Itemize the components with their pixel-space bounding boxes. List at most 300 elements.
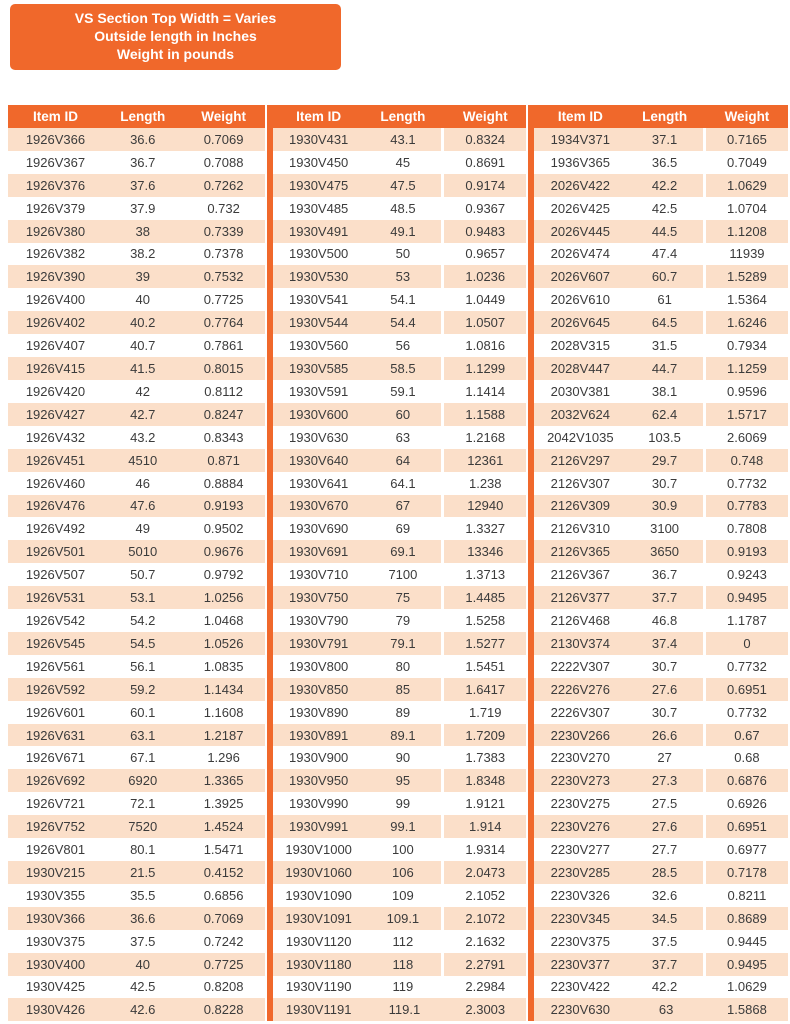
table-row — [531, 861, 788, 884]
cell-weight: 0.6951 — [706, 678, 788, 701]
table-row — [531, 288, 788, 311]
cell-item-id: 1926V752 — [8, 815, 103, 838]
cell-item-id: 1930V475 — [270, 174, 365, 197]
cell-length: 40.2 — [103, 311, 183, 334]
cell-item-id: 1930V670 — [270, 495, 365, 518]
cell-weight: 0.8691 — [444, 151, 526, 174]
cell-weight: 2.2791 — [444, 953, 526, 976]
cell-length: 54.5 — [103, 632, 183, 655]
cell-length: 119 — [365, 976, 445, 999]
cell-length: 39 — [103, 265, 183, 288]
cell-weight: 12361 — [444, 449, 526, 472]
cell-item-id: 1930V485 — [270, 197, 365, 220]
cell-item-id: 1926V380 — [8, 220, 103, 243]
table-row — [270, 197, 527, 220]
cell-length: 69.1 — [365, 540, 445, 563]
cell-length: 49.1 — [365, 220, 445, 243]
table-row — [270, 220, 527, 243]
cell-weight: 0.871 — [183, 449, 265, 472]
column-header-item-id: Item ID — [8, 105, 103, 128]
cell-item-id: 1926V379 — [8, 197, 103, 220]
cell-weight: 1.1299 — [444, 357, 526, 380]
cell-item-id: 2026V425 — [531, 197, 626, 220]
cell-length: 53 — [365, 265, 445, 288]
cell-length: 40.7 — [103, 334, 183, 357]
table-row — [270, 334, 527, 357]
cell-item-id: 1926V592 — [8, 678, 103, 701]
cell-weight: 0.6926 — [706, 792, 788, 815]
table-row — [270, 609, 527, 632]
cell-length: 100 — [365, 838, 445, 861]
cell-length: 36.7 — [626, 563, 706, 586]
cell-length: 118 — [365, 953, 445, 976]
cell-length: 27.6 — [626, 678, 706, 701]
table-row — [270, 174, 527, 197]
table-row — [531, 311, 788, 334]
cell-item-id: 2230V266 — [531, 724, 626, 747]
cell-length: 47.5 — [365, 174, 445, 197]
cell-weight: 0.9193 — [183, 495, 265, 518]
cell-length: 37.1 — [626, 128, 706, 151]
cell-length: 61 — [626, 288, 706, 311]
cell-item-id: 1926V801 — [8, 838, 103, 861]
cell-weight: 0.7178 — [706, 861, 788, 884]
table-row — [8, 701, 265, 724]
cell-weight: 1.6246 — [706, 311, 788, 334]
cell-item-id: 1930V1120 — [270, 930, 365, 953]
cell-length: 36.6 — [103, 907, 183, 930]
cell-weight: 1.3327 — [444, 517, 526, 540]
cell-item-id: 1926V432 — [8, 426, 103, 449]
table-row — [8, 265, 265, 288]
table-row — [531, 884, 788, 907]
cell-item-id: 2126V367 — [531, 563, 626, 586]
table-row — [531, 930, 788, 953]
table-row — [8, 930, 265, 953]
cell-item-id: 1926V545 — [8, 632, 103, 655]
table-row — [8, 769, 265, 792]
cell-item-id: 1930V890 — [270, 701, 365, 724]
parts-table-group-2 — [267, 105, 527, 1021]
cell-length: 38.2 — [103, 243, 183, 266]
cell-item-id: 1926V407 — [8, 334, 103, 357]
cell-weight: 1.5717 — [706, 403, 788, 426]
cell-length: 36.5 — [626, 151, 706, 174]
cell-item-id: 1930V425 — [8, 976, 103, 999]
cell-weight: 1.1608 — [183, 701, 265, 724]
cell-item-id: 1930V750 — [270, 586, 365, 609]
table-row — [8, 220, 265, 243]
table-row — [270, 678, 527, 701]
cell-length: 42.5 — [103, 976, 183, 999]
table-row — [531, 769, 788, 792]
cell-item-id: 2230V345 — [531, 907, 626, 930]
cell-weight: 0.748 — [706, 449, 788, 472]
table-row — [8, 655, 265, 678]
header-row — [531, 105, 788, 128]
cell-length: 27 — [626, 746, 706, 769]
banner-line-1: VS Section Top Width = Varies — [74, 10, 277, 27]
table-row — [8, 815, 265, 838]
table-row — [270, 265, 527, 288]
cell-weight: 0.9243 — [706, 563, 788, 586]
table-row — [531, 426, 788, 449]
table-row — [8, 128, 265, 151]
cell-item-id: 1930V1000 — [270, 838, 365, 861]
cell-weight: 1.0507 — [444, 311, 526, 334]
cell-item-id: 1930V560 — [270, 334, 365, 357]
cell-weight: 0.9495 — [706, 586, 788, 609]
cell-weight: 1.0835 — [183, 655, 265, 678]
cell-weight: 0.67 — [706, 724, 788, 747]
table-row — [270, 495, 527, 518]
cell-item-id: 1926V376 — [8, 174, 103, 197]
table-row — [8, 288, 265, 311]
cell-item-id: 1926V507 — [8, 563, 103, 586]
table-row — [531, 976, 788, 999]
cell-weight: 0.8211 — [706, 884, 788, 907]
cell-weight: 1.0256 — [183, 586, 265, 609]
cell-weight: 1.296 — [183, 746, 265, 769]
cell-item-id: 1926V692 — [8, 769, 103, 792]
cell-item-id: 1926V367 — [8, 151, 103, 174]
table-row — [531, 380, 788, 403]
cell-item-id: 2230V422 — [531, 976, 626, 999]
cell-length: 36.6 — [103, 128, 183, 151]
table-row — [531, 998, 788, 1021]
cell-length: 106 — [365, 861, 445, 884]
table-row — [270, 151, 527, 174]
cell-item-id: 2030V381 — [531, 380, 626, 403]
cell-weight: 0.9792 — [183, 563, 265, 586]
cell-item-id: 1926V721 — [8, 792, 103, 815]
header-row — [8, 105, 265, 128]
cell-weight: 0.6876 — [706, 769, 788, 792]
cell-length: 90 — [365, 746, 445, 769]
cell-weight: 0.9502 — [183, 517, 265, 540]
cell-length: 27.5 — [626, 792, 706, 815]
cell-length: 38.1 — [626, 380, 706, 403]
cell-item-id: 1926V460 — [8, 472, 103, 495]
cell-item-id: 1926V601 — [8, 701, 103, 724]
cell-item-id: 1934V371 — [531, 128, 626, 151]
cell-item-id: 2126V468 — [531, 609, 626, 632]
cell-length: 27.6 — [626, 815, 706, 838]
table-row — [8, 472, 265, 495]
table-row — [270, 861, 527, 884]
cell-item-id: 1930V426 — [8, 998, 103, 1021]
cell-item-id: 1930V355 — [8, 884, 103, 907]
cell-length: 63 — [626, 998, 706, 1021]
table-row — [8, 632, 265, 655]
cell-item-id: 1930V991 — [270, 815, 365, 838]
cell-weight: 1.1434 — [183, 678, 265, 701]
table-row — [8, 380, 265, 403]
table-row — [270, 563, 527, 586]
cell-length: 6920 — [103, 769, 183, 792]
cell-weight: 1.8348 — [444, 769, 526, 792]
table-row — [531, 220, 788, 243]
cell-weight: 0.6977 — [706, 838, 788, 861]
cell-weight: 1.5471 — [183, 838, 265, 861]
table-row — [531, 128, 788, 151]
cell-item-id: 2126V309 — [531, 495, 626, 518]
cell-item-id: 1926V561 — [8, 655, 103, 678]
cell-weight: 13346 — [444, 540, 526, 563]
cell-item-id: 1930V1060 — [270, 861, 365, 884]
cell-item-id: 1930V491 — [270, 220, 365, 243]
cell-item-id: 2026V422 — [531, 174, 626, 197]
table-row — [270, 953, 527, 976]
cell-weight: 2.2984 — [444, 976, 526, 999]
parts-table-group-3 — [528, 105, 788, 1021]
banner-line-3: Weight in pounds — [116, 45, 235, 62]
cell-weight: 0.8228 — [183, 998, 265, 1021]
cell-length: 28.5 — [626, 861, 706, 884]
cell-length: 32.6 — [626, 884, 706, 907]
cell-item-id: 1936V365 — [531, 151, 626, 174]
cell-item-id: 2026V445 — [531, 220, 626, 243]
table-row — [270, 815, 527, 838]
table-row — [531, 701, 788, 724]
cell-weight: 1.0704 — [706, 197, 788, 220]
cell-weight: 1.9121 — [444, 792, 526, 815]
cell-length: 44.7 — [626, 357, 706, 380]
cell-item-id: 1930V1090 — [270, 884, 365, 907]
title-banner — [10, 4, 341, 70]
cell-length: 42 — [103, 380, 183, 403]
table-row — [531, 174, 788, 197]
table-row — [8, 174, 265, 197]
cell-weight: 1.0468 — [183, 609, 265, 632]
cell-item-id: 1930V630 — [270, 426, 365, 449]
cell-weight: 2.0473 — [444, 861, 526, 884]
cell-length: 43.1 — [365, 128, 445, 151]
cell-weight: 1.0449 — [444, 288, 526, 311]
cell-item-id: 1926V451 — [8, 449, 103, 472]
cell-weight: 1.0236 — [444, 265, 526, 288]
cell-weight: 0.9445 — [706, 930, 788, 953]
cell-length: 49 — [103, 517, 183, 540]
cell-item-id: 2126V310 — [531, 517, 626, 540]
cell-item-id: 2026V610 — [531, 288, 626, 311]
banner-line-2: Outside length in Inches — [94, 28, 257, 45]
table-row — [531, 265, 788, 288]
cell-length: 42.6 — [103, 998, 183, 1021]
cell-length: 89.1 — [365, 724, 445, 747]
cell-item-id: 2026V645 — [531, 311, 626, 334]
header-row — [270, 105, 527, 128]
cell-weight: 1.1208 — [706, 220, 788, 243]
cell-item-id: 1926V542 — [8, 609, 103, 632]
cell-item-id: 1930V591 — [270, 380, 365, 403]
cell-item-id: 1926V420 — [8, 380, 103, 403]
table-row — [8, 243, 265, 266]
cell-length: 64.1 — [365, 472, 445, 495]
table-row — [8, 907, 265, 930]
cell-weight: 0.732 — [183, 197, 265, 220]
cell-length: 27.7 — [626, 838, 706, 861]
table-row — [270, 746, 527, 769]
cell-length: 50 — [365, 243, 445, 266]
table-row — [8, 678, 265, 701]
table-row — [8, 998, 265, 1021]
table-row — [270, 655, 527, 678]
table-row — [8, 311, 265, 334]
table-row — [8, 838, 265, 861]
cell-item-id: 2126V377 — [531, 586, 626, 609]
table-row — [531, 815, 788, 838]
cell-item-id: 1926V382 — [8, 243, 103, 266]
cell-weight: 1.238 — [444, 472, 526, 495]
cell-weight: 0.8884 — [183, 472, 265, 495]
table-row — [270, 128, 527, 151]
cell-item-id: 2230V273 — [531, 769, 626, 792]
table-row — [531, 357, 788, 380]
table-row — [531, 746, 788, 769]
cell-item-id: 1926V427 — [8, 403, 103, 426]
table-row — [8, 953, 265, 976]
cell-weight: 0.7088 — [183, 151, 265, 174]
cell-item-id: 2230V377 — [531, 953, 626, 976]
column-header-item-id: Item ID — [531, 105, 626, 128]
table-row — [8, 449, 265, 472]
cell-length: 34.5 — [626, 907, 706, 930]
cell-weight: 0.7069 — [183, 128, 265, 151]
cell-item-id: 1930V640 — [270, 449, 365, 472]
cell-item-id: 2230V630 — [531, 998, 626, 1021]
cell-item-id: 1930V600 — [270, 403, 365, 426]
table-row — [270, 930, 527, 953]
cell-weight: 0.9495 — [706, 953, 788, 976]
cell-item-id: 2230V275 — [531, 792, 626, 815]
cell-length: 30.7 — [626, 701, 706, 724]
cell-length: 99 — [365, 792, 445, 815]
cell-length: 60.7 — [626, 265, 706, 288]
cell-length: 3100 — [626, 517, 706, 540]
table-row — [270, 243, 527, 266]
cell-length: 35.5 — [103, 884, 183, 907]
cell-length: 40 — [103, 288, 183, 311]
cell-weight: 0.7732 — [706, 701, 788, 724]
table-row — [270, 449, 527, 472]
cell-length: 37.5 — [626, 930, 706, 953]
cell-item-id: 2126V307 — [531, 472, 626, 495]
cell-length: 50.7 — [103, 563, 183, 586]
cell-length: 72.1 — [103, 792, 183, 815]
cell-length: 31.5 — [626, 334, 706, 357]
cell-item-id: 1930V690 — [270, 517, 365, 540]
cell-item-id: 1930V544 — [270, 311, 365, 334]
cell-weight: 1.7383 — [444, 746, 526, 769]
cell-length: 47.4 — [626, 243, 706, 266]
cell-item-id: 1930V500 — [270, 243, 365, 266]
table-row — [531, 678, 788, 701]
cell-weight: 2.3003 — [444, 998, 526, 1021]
cell-weight: 0.7378 — [183, 243, 265, 266]
cell-length: 37.5 — [103, 930, 183, 953]
cell-weight: 0.8208 — [183, 976, 265, 999]
cell-length: 37.6 — [103, 174, 183, 197]
cell-item-id: 1930V215 — [8, 861, 103, 884]
cell-item-id: 2026V607 — [531, 265, 626, 288]
table-row — [531, 540, 788, 563]
parts-table — [8, 105, 788, 1021]
cell-length: 46.8 — [626, 609, 706, 632]
cell-item-id: 1930V850 — [270, 678, 365, 701]
table-row — [270, 998, 527, 1021]
table-row — [270, 403, 527, 426]
cell-weight: 1.0816 — [444, 334, 526, 357]
table-row — [8, 976, 265, 999]
cell-item-id: 1930V431 — [270, 128, 365, 151]
cell-item-id: 1926V631 — [8, 724, 103, 747]
cell-item-id: 2230V285 — [531, 861, 626, 884]
cell-length: 62.4 — [626, 403, 706, 426]
parts-table-group-1 — [8, 105, 265, 1021]
table-row — [270, 357, 527, 380]
cell-length: 21.5 — [103, 861, 183, 884]
cell-length: 26.6 — [626, 724, 706, 747]
table-row — [531, 838, 788, 861]
cell-weight: 0.7165 — [706, 128, 788, 151]
table-row — [270, 838, 527, 861]
table-row — [531, 655, 788, 678]
table-row — [8, 197, 265, 220]
cell-weight: 1.5258 — [444, 609, 526, 632]
cell-length: 67.1 — [103, 746, 183, 769]
table-row — [8, 861, 265, 884]
table-row — [270, 632, 527, 655]
cell-weight: 1.5289 — [706, 265, 788, 288]
cell-length: 40 — [103, 953, 183, 976]
cell-weight: 0.9483 — [444, 220, 526, 243]
cell-length: 58.5 — [365, 357, 445, 380]
cell-length: 37.7 — [626, 586, 706, 609]
cell-length: 30.9 — [626, 495, 706, 518]
table-row — [531, 792, 788, 815]
cell-length: 7100 — [365, 563, 445, 586]
cell-item-id: 2230V277 — [531, 838, 626, 861]
cell-weight: 11939 — [706, 243, 788, 266]
cell-length: 54.2 — [103, 609, 183, 632]
cell-weight: 0.7861 — [183, 334, 265, 357]
cell-weight: 1.5277 — [444, 632, 526, 655]
cell-length: 42.7 — [103, 403, 183, 426]
column-header-length: Length — [365, 105, 445, 128]
cell-item-id: 1926V476 — [8, 495, 103, 518]
table-row — [531, 609, 788, 632]
cell-weight: 1.1414 — [444, 380, 526, 403]
cell-length: 29.7 — [626, 449, 706, 472]
cell-item-id: 1926V671 — [8, 746, 103, 769]
cell-length: 64.5 — [626, 311, 706, 334]
cell-item-id: 2026V474 — [531, 243, 626, 266]
cell-length: 37.4 — [626, 632, 706, 655]
cell-weight: 1.5451 — [444, 655, 526, 678]
cell-length: 89 — [365, 701, 445, 724]
table-row — [531, 472, 788, 495]
cell-length: 38 — [103, 220, 183, 243]
cell-length: 67 — [365, 495, 445, 518]
cell-weight: 1.4485 — [444, 586, 526, 609]
cell-length: 95 — [365, 769, 445, 792]
cell-weight: 0.7725 — [183, 953, 265, 976]
table-row — [531, 495, 788, 518]
cell-length: 30.7 — [626, 655, 706, 678]
cell-item-id: 1930V1190 — [270, 976, 365, 999]
cell-weight: 0.8343 — [183, 426, 265, 449]
